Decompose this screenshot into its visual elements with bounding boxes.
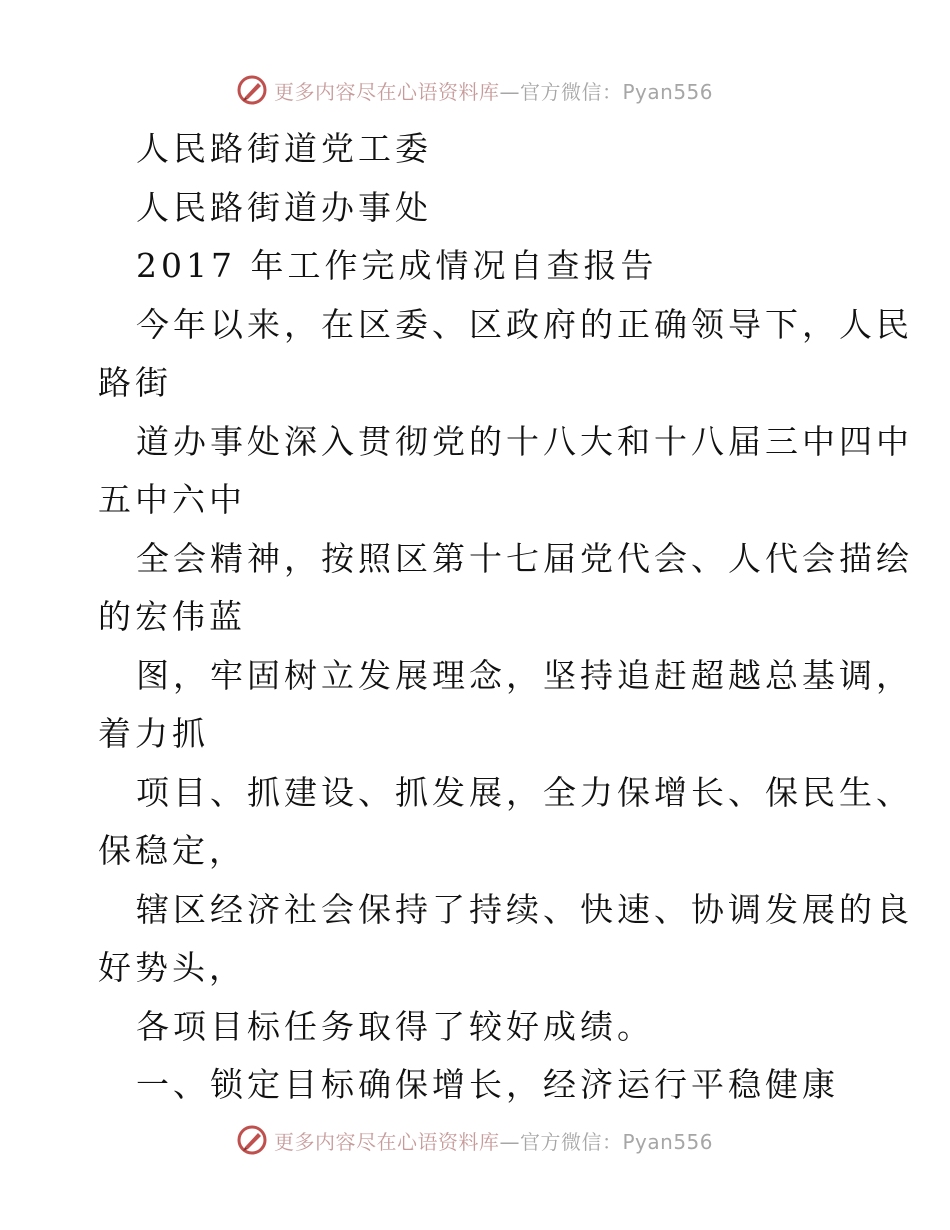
doc-line-title: 2017 年工作完成情况自查报告 — [136, 246, 658, 285]
document-body — [98, 120, 913, 1115]
doc-line: 着力抓 — [98, 714, 209, 753]
watermark-footer — [236, 1123, 713, 1157]
doc-line: 项目、抓建设、抓发展，全力保增长、保民生、 — [136, 772, 913, 812]
doc-line-org-party: 人民路街道党工委 — [136, 129, 432, 168]
doc-line: 路街 — [98, 363, 172, 402]
doc-line: 五中六中 — [98, 480, 246, 519]
doc-line: 全会精神，按照区第十七届党代会、人代会描绘 — [136, 538, 913, 578]
pen-circle-icon — [236, 74, 268, 106]
section-heading: 一、锁定目标确保增长，经济运行平稳健康 — [136, 1065, 839, 1104]
doc-line: 今年以来，在区委、区政府的正确领导下，人民 — [136, 304, 913, 344]
doc-line: 各项目标任务取得了较好成绩。 — [136, 1006, 654, 1046]
doc-line: 保稳定， — [98, 831, 246, 870]
doc-line-org-office: 人民路街道办事处 — [136, 187, 432, 227]
watermark-text: 更多内容尽在心语资料库—官方微信：Pyan556 — [274, 79, 714, 104]
doc-line: 道办事处深入贯彻党的十八大和十八届三中四中 — [136, 421, 913, 461]
watermark-header — [236, 73, 713, 107]
watermark-text: 更多内容尽在心语资料库—官方微信：Pyan556 — [274, 1129, 714, 1154]
doc-line: 辖区经济社会保持了持续、快速、协调发展的良 — [136, 889, 913, 929]
doc-line: 的宏伟蓝 — [98, 597, 246, 636]
doc-line: 好势头， — [98, 948, 246, 987]
pen-circle-icon — [236, 1124, 268, 1156]
doc-line: 图，牢固树立发展理念，坚持追赶超越总基调， — [136, 655, 913, 695]
